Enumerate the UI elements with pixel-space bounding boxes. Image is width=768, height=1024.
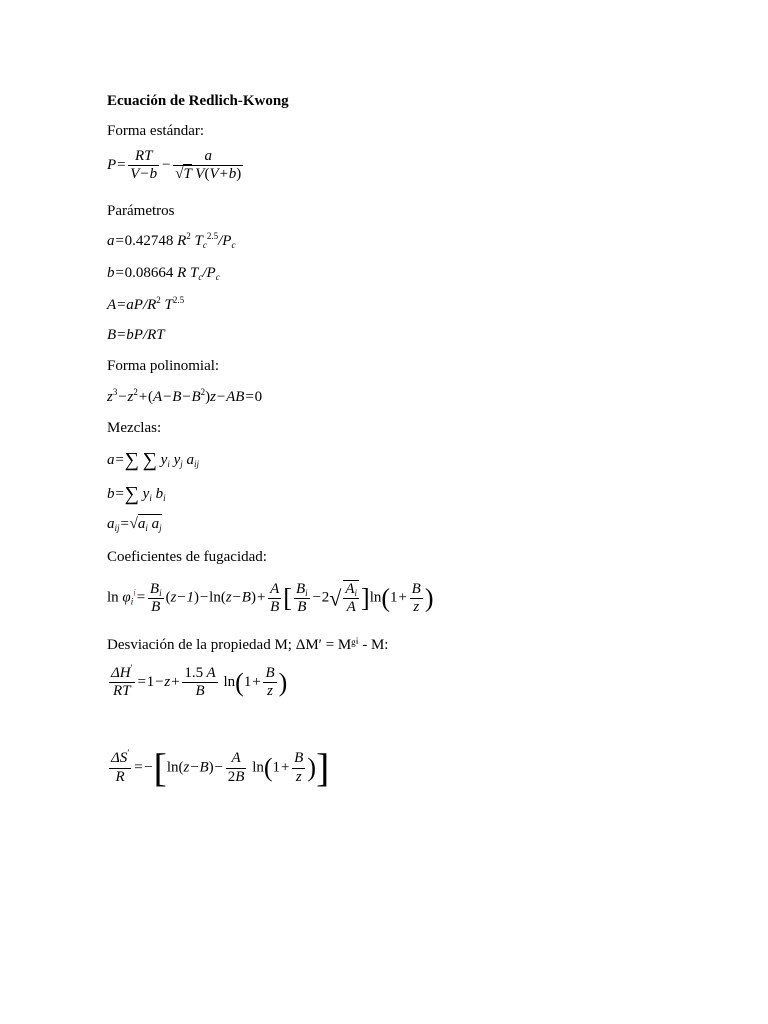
equation-mixing-a: a=∑ ∑ $y_i$ $y_j$ $a_{ij}$ — [107, 449, 200, 471]
equation-parameter-b: b=0.08664 R $T_c/P_c$ — [107, 265, 220, 282]
equation-standard-form: P= $\frac{RT}{V-b}$ − $\frac{a}{\text{√T V(V+b)}}$ — [107, 148, 242, 183]
equation-mixing-b: b=∑ $y_i$ $b_i$ — [107, 483, 166, 505]
mixtures-label: Mezclas: — [107, 420, 162, 436]
equation-parameter-A: $A=aP/R^2$ $T^{2.5}$ — [107, 295, 185, 313]
equation-entropy-departure: $\frac{\Delta S'}{R}$ =−[ln(z−B)− $\frac{A}{2B}$ ln(1+ $\frac{B}{z}$ )] — [111, 745, 330, 790]
parameters-label: Parámetros — [107, 203, 175, 219]
equation-polynomial: $z^3-z^2+(A-B-B^2)z-AB=0$ — [107, 387, 263, 405]
deviation-label: Desviación de la propiedad M; ΔM′ = Mᵍⁱ - M: — [107, 637, 389, 653]
polynomial-form-label: Forma polinomial: — [107, 358, 220, 374]
t-exponent: 2.5 — [206, 231, 219, 241]
equation-mixing-aij: $a_{ij}=√a_i$ $a_j$ — [107, 516, 162, 533]
equation-fugacity: $\ln \varphi_i^i=$ $\frac{B_i}{B}$ (z−1)−ln(z−B)+ $\frac{A}{B}$ [ $\frac{B_i}{B}$ −2√ $\frac{A_i}{A}$ ]ln(1+ $\frac{B}{z}$ ) — [107, 580, 434, 616]
enthalpy-coefficient: 1.5 — [184, 665, 204, 681]
equation-parameter-a: a=0.42748 $R^2$ $T_c^{2.5}/P_c$ — [107, 231, 236, 250]
ln-symbol: ln — [107, 589, 119, 606]
standard-form-label: Forma estándar: — [107, 123, 205, 139]
t-exponent-A: 2.5 — [172, 295, 185, 305]
a-coefficient: 0.42748 — [124, 233, 174, 249]
page-title: Ecuación de Redlich-Kwong — [107, 93, 289, 109]
b-coefficient: 0.08664 — [124, 265, 174, 281]
fugacity-label: Coeficientes de fugacidad: — [107, 549, 267, 565]
equation-enthalpy-departure: $\frac{\Delta H'}{RT}$ =1−z+ $\frac{1.5 A}{B}$ ln(1+ $\frac{B}{z}$ ) — [111, 663, 288, 700]
equation-parameter-B: B=bP/RT — [107, 327, 165, 343]
